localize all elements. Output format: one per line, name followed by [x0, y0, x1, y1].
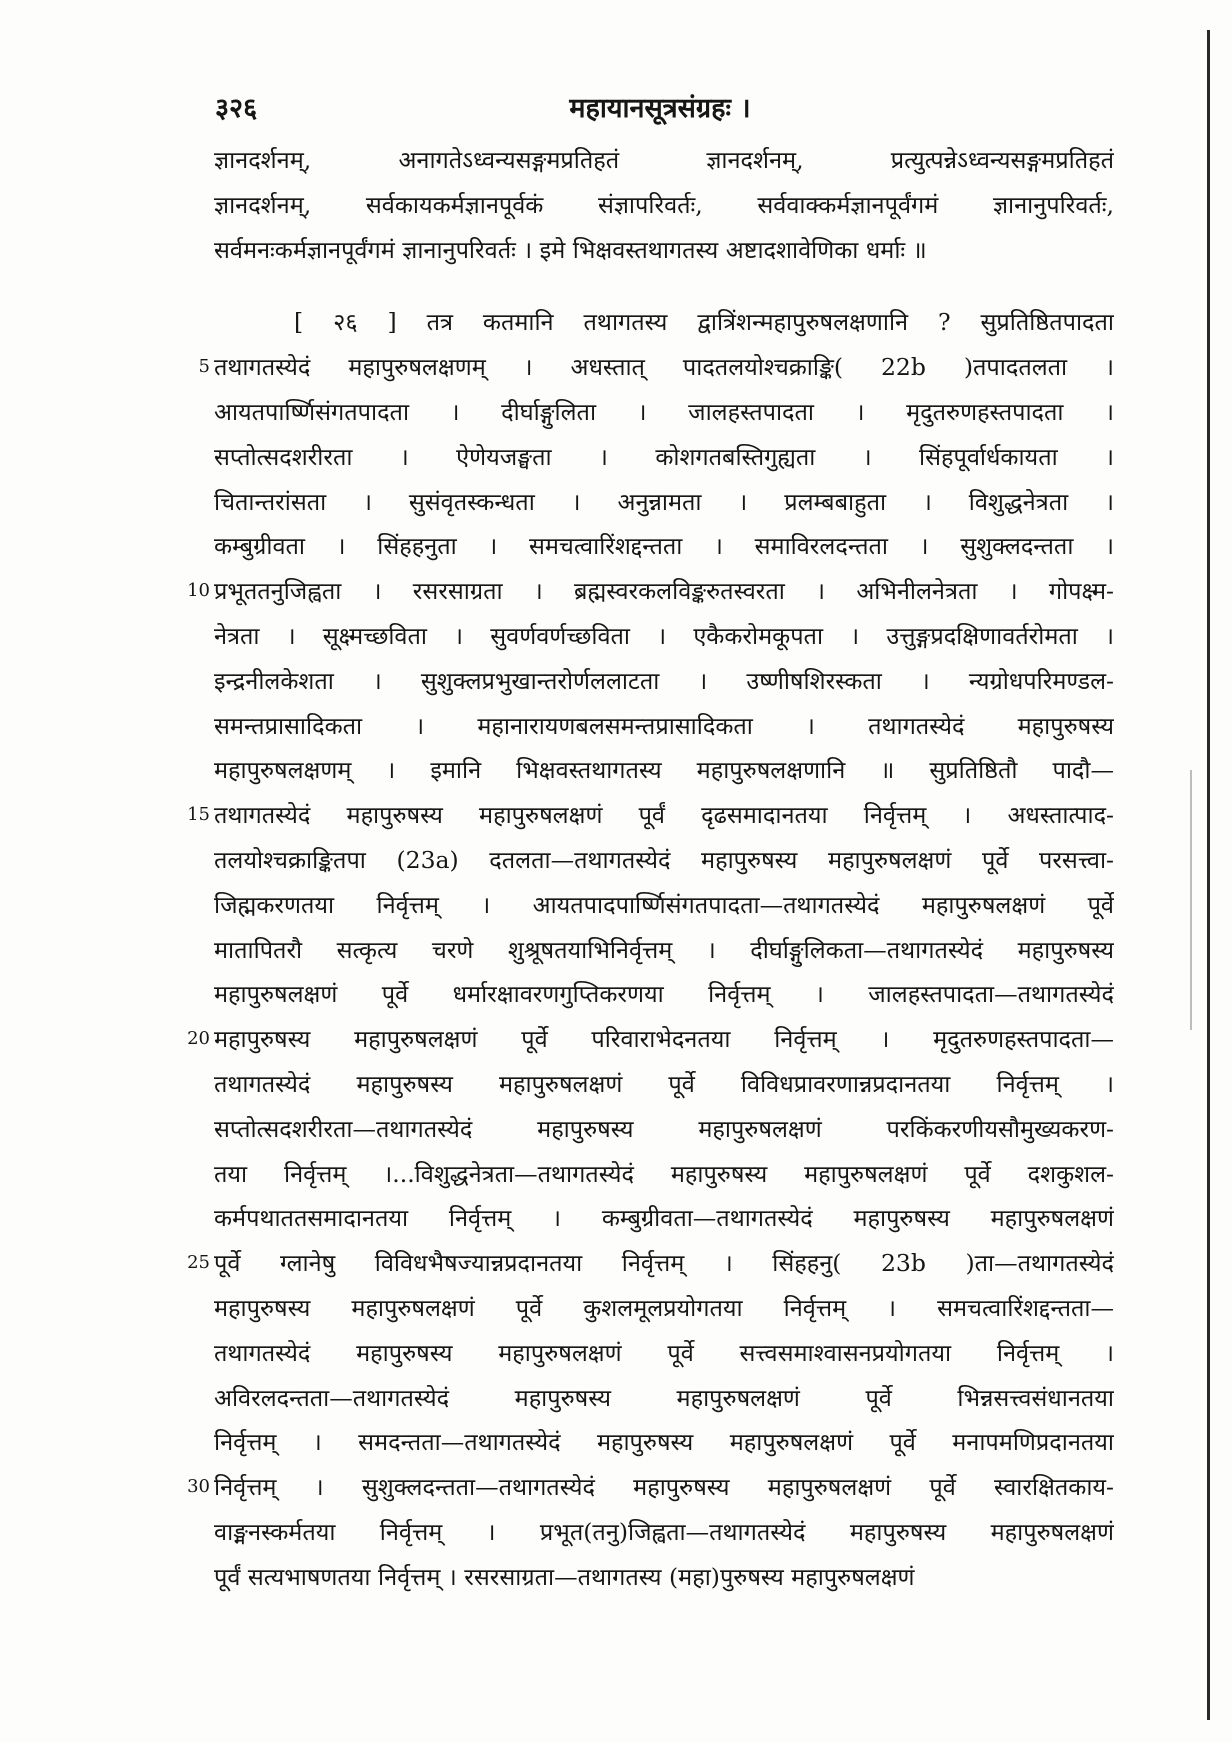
line-number — [170, 748, 210, 792]
text-line: तलयोश्चक्राङ्कितपा (23a) दतलता—तथागतस्येदं महापुरुषस्य महापुरुषलक्षणं पूर्वे परसत्त्वा- — [214, 846, 1114, 874]
line-number — [170, 1107, 210, 1151]
line-number — [170, 524, 210, 568]
text-line: ज्ञानदर्शनम्, अनागतेऽध्वन्यसङ्गमप्रतिहतं ज्ञानदर्शनम्, प्रत्युत्पन्नेऽध्वन्यसङ्गमप्रतिहतं — [214, 146, 1114, 174]
line-number — [170, 928, 210, 972]
text-line: महापुरुषस्य महापुरुषलक्षणं पूर्वे कुशलमूलप्रयोगतया निर्वृत्तम् । समचत्वारिंशद्दन्तता— — [214, 1294, 1114, 1322]
line-number — [170, 138, 210, 182]
text-line: तथागतस्येदं महापुरुषस्य महापुरुषलक्षणं पूर्वे विविधप्रावरणान्नप्रदानतया निर्वृत्तम् । — [214, 1070, 1114, 1098]
line-number — [170, 300, 210, 344]
line-number — [170, 1286, 210, 1330]
text-line: तया निर्वृत्तम् ।...विशुद्धनेत्रता—तथागतस्येदं महापुरुषस्य महापुरुषलक्षणं पूर्वे दशकुशल- — [214, 1159, 1114, 1188]
text-line: ज्ञानदर्शनम्, सर्वकायकर्मज्ञानपूर्वकं संज्ञापरिवर्तः, सर्ववाक्कर्मज्ञानपूर्वंगमं ज्ञानानुपरिवर्तः, — [214, 190, 1114, 219]
line-number — [170, 390, 210, 434]
line-number: 10 — [187, 580, 210, 602]
text-line: पूर्वे ग्लानेषु विविधभैषज्यान्नप्रदानतया निर्वृत्तम् । सिंहहनु( 23b )ता—तथागतस्येदं — [214, 1249, 1114, 1278]
line-number — [170, 972, 210, 1016]
line-number — [170, 883, 210, 927]
text-line: सर्वमनःकर्मज्ञानपूर्वंगमं ज्ञानानुपरिवर्तः । इमे भिक्षवस्तथागतस्य अष्टादशावेणिका धर्माः ॥ — [214, 235, 927, 264]
line-number — [170, 838, 210, 882]
line-number — [170, 228, 210, 272]
text-line: पूर्वं सत्यभाषणतया निर्वृत्तम् । रसरसाग्रता—तथागतस्य (महा)पुरुषस्य महापुरुषलक्षणं — [214, 1562, 915, 1591]
line-number — [170, 659, 210, 703]
text-line: कर्मपथाततसमादानतया निर्वृत्तम् । कम्बुग्रीवता—तथागतस्येदं महापुरुषस्य महापुरुषलक्षणं — [214, 1204, 1114, 1233]
line-number — [170, 480, 210, 524]
text-line: तथागतस्येदं महापुरुषस्य महापुरुषलक्षणं पूर्वे सत्त्वसमाश्वासनप्रयोगतया निर्वृत्तम् । — [214, 1338, 1114, 1367]
running-title: महायानसूत्रसंग्रहः । — [569, 93, 751, 124]
text-line: इन्द्रनीलकेशता । सुशुक्लप्रभुखान्तरोर्णललाटता । उष्णीषशिरस्कता । न्यग्रोधपरिमण्डल- — [214, 666, 1114, 695]
text-line: तथागतस्येदं महापुरुषस्य महापुरुषलक्षणं पूर्वं दृढसमादानतया निर्वृत्तम् । अधस्तात्पाद- — [214, 801, 1114, 830]
line-number — [170, 704, 210, 748]
line-number — [170, 1420, 210, 1464]
line-number — [170, 1555, 210, 1599]
line-number — [170, 1331, 210, 1375]
text-line: तथागतस्येदं महापुरुषलक्षणम् । अधस्तात् पादतलयोश्चक्राङ्कि( 22b )तपादतलता । — [214, 353, 1114, 382]
text-line: [ २६ ] तत्र कतमानि तथागतस्य द्वात्रिंशन्महापुरुषलक्षणानि ? सुप्रतिष्ठितपादता — [294, 308, 1114, 337]
text-line: चितान्तरांसता । सुसंवृतस्कन्धता । अनुन्नामता । प्रलम्बबाहुता । विशुद्धनेत्रता । — [214, 487, 1114, 516]
text-line: सप्तोत्सदशरीरता । ऐणेयजङ्घता । कोशगतबस्तिगुह्यता । सिंहपूर्वार्धकायता । — [214, 442, 1114, 471]
text-line: निर्वृत्तम् । समदन्तता—तथागतस्येदं महापुरुषस्य महापुरुषलक्षणं पूर्वे मनापमणिप्रदानतया — [214, 1428, 1114, 1457]
line-number — [170, 1062, 210, 1106]
text-line: कम्बुग्रीवता । सिंहहनुता । समचत्वारिंशद्दन्तता । समाविरलदन्तता । सुशुक्लदन्तता । — [214, 532, 1114, 561]
line-number — [170, 1376, 210, 1420]
line-number: 15 — [187, 804, 210, 826]
text-line: जिह्मकरणतया निर्वृत्तम् । आयतपादपार्ष्णिसंगतपादता—तथागतस्येदं महापुरुषलक्षणं पूर्वे — [214, 890, 1114, 919]
text-line: प्रभूततनुजिह्वता । रसरसाग्रता । ब्रह्मस्वरकलविङ्करुतस्वरता । अभिनीलनेत्रता । गोपक्ष्म- — [214, 577, 1114, 606]
line-number — [170, 614, 210, 658]
line-number — [170, 1152, 210, 1196]
text-line: नेत्रता । सूक्ष्मच्छविता । सुवर्णवर्णच्छविता । एकैकरोमकूपता । उत्तुङ्गप्रदक्षिणावर्तरोमता । — [214, 622, 1114, 650]
text-line: समन्तप्रासादिकता । महानारायणबलसमन्तप्रासादिकता । तथागतस्येदं महापुरुषस्य — [214, 711, 1114, 740]
text-line: आयतपार्ष्णिसंगतपादता । दीर्घाङ्गुलिता । जालहस्तपादता । मृदुतरुणहस्तपादता । — [214, 398, 1114, 426]
line-number: 5 — [198, 356, 210, 378]
line-number — [170, 435, 210, 479]
line-number — [170, 183, 210, 227]
text-line: महापुरुषलक्षणं पूर्वे धर्मारक्षावरणगुप्तिकरणया निर्वृत्तम् । जालहस्तपादता—तथागतस्येदं — [214, 980, 1114, 1009]
page-number: ३२६ — [215, 93, 258, 124]
line-number: 20 — [187, 1028, 210, 1050]
text-line: निर्वृत्तम् । सुशुक्लदन्तता—तथागतस्येदं महापुरुषस्य महापुरुषलक्षणं पूर्वे स्वारक्षितकाय- — [214, 1473, 1114, 1502]
line-number: 30 — [187, 1476, 210, 1498]
text-line: वाङ्मनस्कर्मतया निर्वृत्तम् । प्रभूत(तनु)जिह्वता—तथागतस्येदं महापुरुषस्य महापुरुषलक्षणं — [214, 1518, 1114, 1546]
text-line: सप्तोत्सदशरीरता—तथागतस्येदं महापुरुषस्य महापुरुषलक्षणं परकिंकरणीयसौमुख्यकरण- — [214, 1114, 1114, 1143]
page-binding-edge — [1207, 30, 1210, 1720]
line-number — [170, 1196, 210, 1240]
line-number: 25 — [187, 1252, 210, 1274]
text-line: मातापितरौ सत्कृत्य चरणे शुश्रूषतयाभिनिर्वृत्तम् । दीर्घाङ्गुलिकता—तथागतस्येदं महापुरुषस्य — [214, 935, 1114, 964]
text-line: अविरलदन्तता—तथागतस्येदं महापुरुषस्य महापुरुषलक्षणं पूर्वे भिन्नसत्त्वसंधानतया — [214, 1383, 1114, 1412]
text-line: महापुरुषस्य महापुरुषलक्षणं पूर्वे परिवाराभेदनतया निर्वृत्तम् । मृदुतरुणहस्तपादता— — [214, 1025, 1114, 1054]
line-number — [170, 1510, 210, 1554]
text-line: महापुरुषलक्षणम् । इमानि भिक्षवस्तथागतस्य महापुरुषलक्षणानि ॥ सुप्रतिष्ठितौ पादौ— — [214, 756, 1114, 785]
page-margin-mark — [1190, 770, 1192, 1030]
